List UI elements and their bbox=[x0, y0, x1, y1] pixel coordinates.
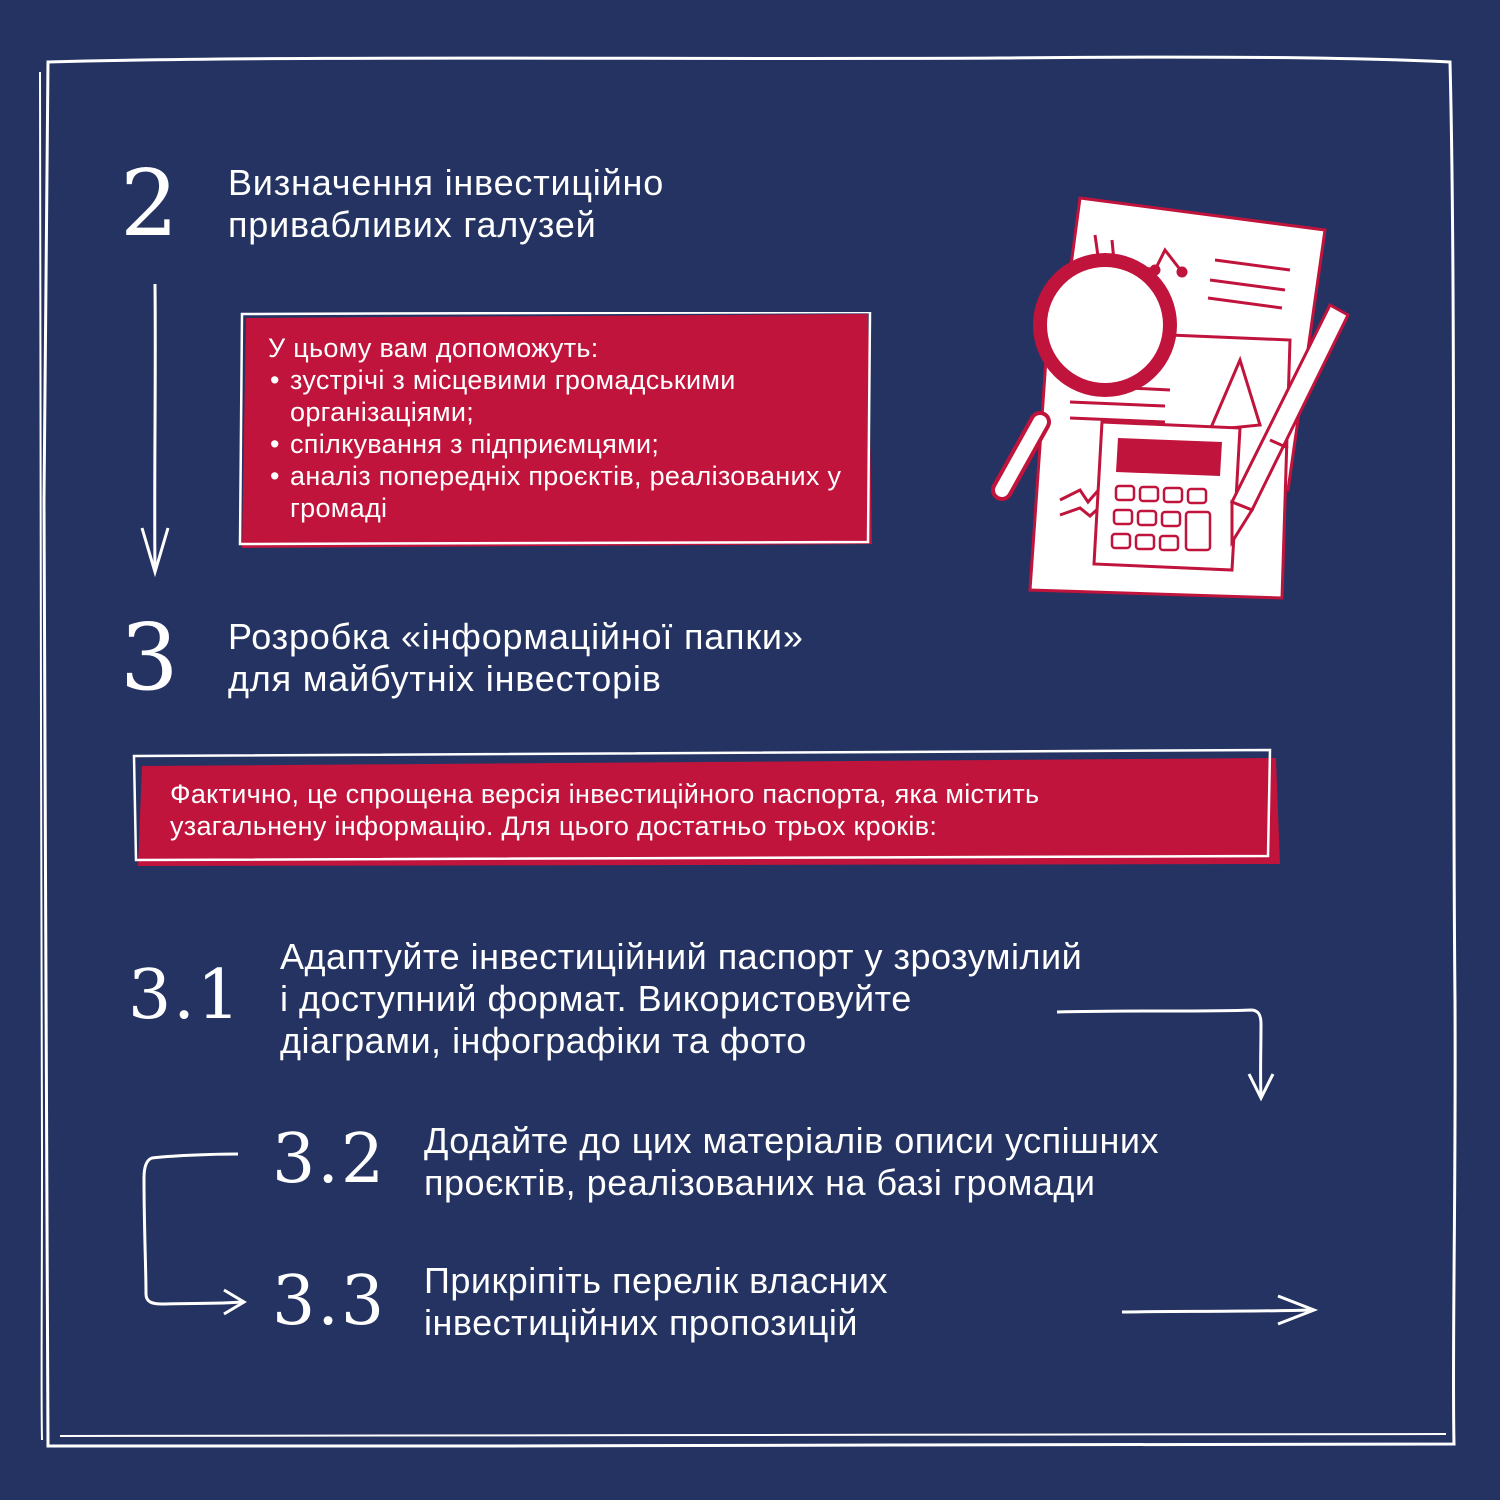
step-2-title-line-1: Визначення інвестиційно bbox=[228, 162, 665, 203]
step-2-title-line-2: привабливих галузей bbox=[228, 204, 597, 245]
connector-loop-arrow-icon bbox=[138, 1148, 258, 1318]
right-arrow-icon bbox=[1118, 1290, 1322, 1330]
substep-3-1-line-3: діаграми, інфографіки та фото bbox=[280, 1020, 807, 1061]
substep-3-1-line-1: Адаптуйте інвестиційний паспорт у зрозумілий bbox=[280, 936, 1083, 977]
step-3-title-line-2: для майбутніх інвесторів bbox=[228, 658, 662, 699]
substep-3-3-text bbox=[424, 1260, 888, 1344]
connector-down-arrow-icon bbox=[1055, 1000, 1285, 1110]
substep-3-1-number: 3.1 bbox=[128, 956, 243, 1035]
substep-3-2-number: 3.2 bbox=[272, 1120, 387, 1199]
documents-magnifier-calculator-pen-icon bbox=[970, 190, 1370, 610]
substep-3-3-number: 3.3 bbox=[272, 1262, 387, 1341]
substep-3-2-line-1: Додайте до цих матеріалів описи успішних bbox=[424, 1120, 1159, 1161]
help-box-item: • спілкування з підприємцями; bbox=[268, 428, 858, 460]
help-box-item: • зустрічі з місцевими громадськими організаціями; bbox=[268, 364, 858, 428]
help-box-item: • аналіз попередніх проєктів, реалізованих у громаді bbox=[268, 460, 858, 524]
info-box bbox=[132, 748, 1282, 870]
step-3-number: 3 bbox=[120, 604, 179, 711]
info-box-line-2: узагальнену інформацію. Для цього достатньо трьох кроків: bbox=[170, 811, 938, 841]
step-3-title bbox=[228, 616, 804, 700]
help-box bbox=[236, 312, 878, 552]
info-box-line-1: Фактично, це спрощена версія інвестиційного паспорта, яка містить bbox=[170, 779, 1040, 809]
substep-3-3-line-1: Прикріпіть перелік власних bbox=[424, 1260, 888, 1301]
help-box-intro: У цьому вам допоможуть: bbox=[268, 333, 599, 363]
substep-3-2-text bbox=[424, 1120, 1159, 1204]
step-2-number: 2 bbox=[120, 150, 179, 257]
substep-3-2-line-2: проєктів, реалізованих на базі громади bbox=[424, 1162, 1096, 1203]
step-3-title-line-1: Розробка «інформаційної папки» bbox=[228, 616, 804, 657]
substep-3-1-text bbox=[280, 936, 1082, 1062]
down-arrow-icon bbox=[130, 280, 180, 580]
substep-3-1-line-2: і доступний формат. Використовуйте bbox=[280, 978, 912, 1019]
step-2-title bbox=[228, 162, 664, 246]
substep-3-3-line-2: інвестиційних пропозицій bbox=[424, 1302, 858, 1343]
help-box-list bbox=[268, 364, 858, 524]
